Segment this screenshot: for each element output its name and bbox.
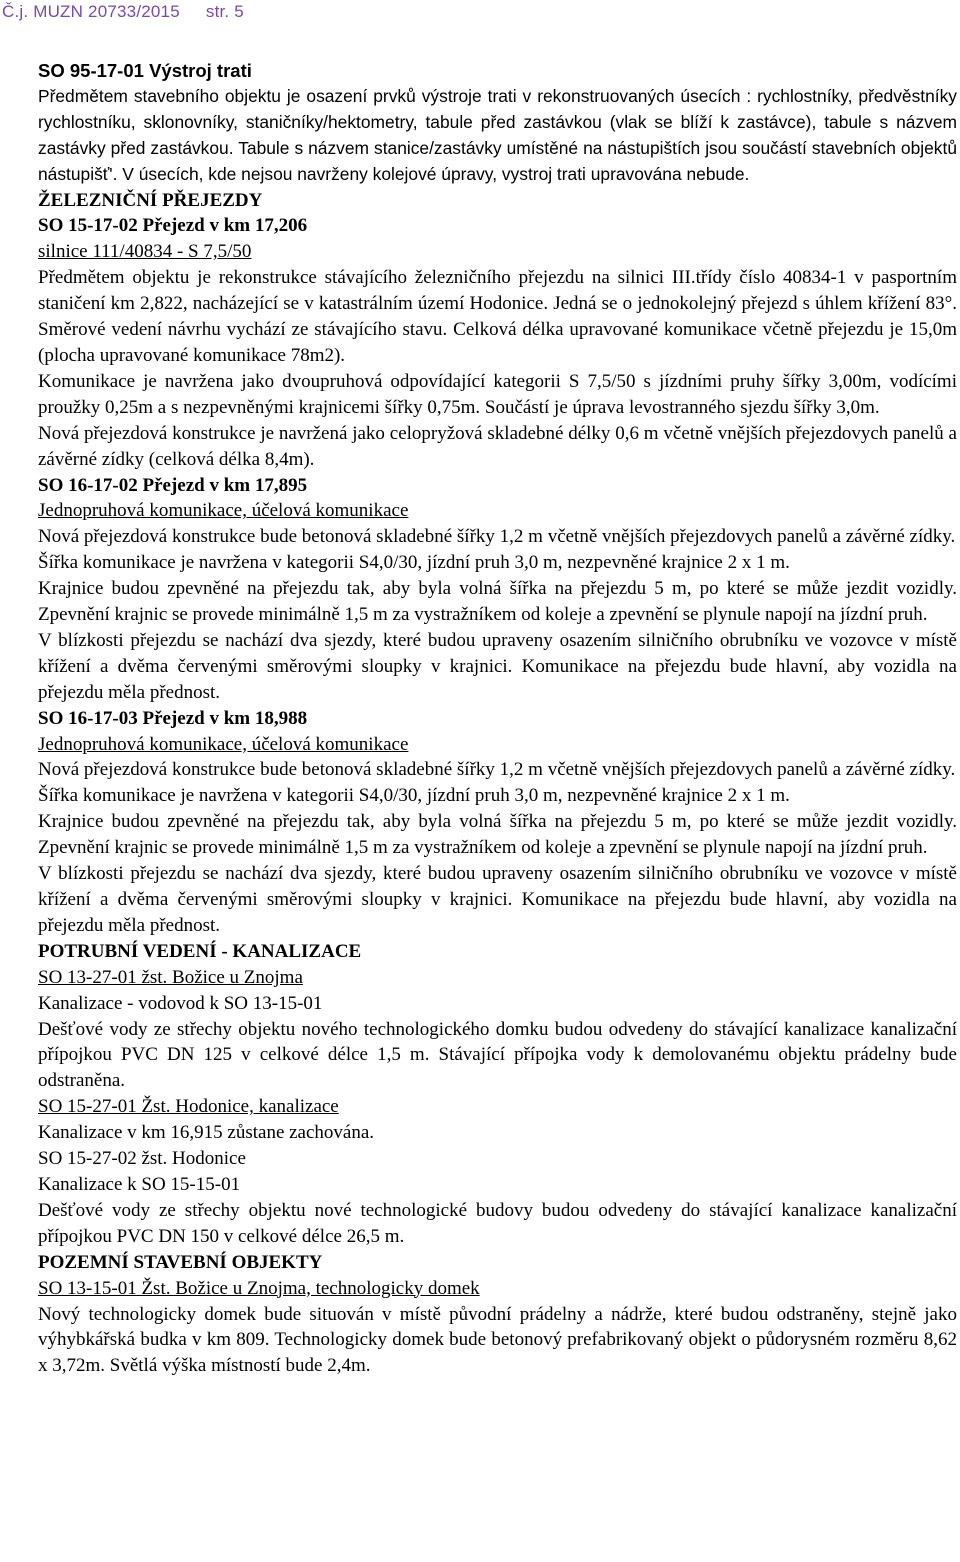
- subsection-title: SO 15-27-01 Žst. Hodonice, kanalizace: [38, 1096, 339, 1118]
- paragraph: Nová přejezdová konstrukce bude betonová skladebné šířky 1,2 m včetně vnějších přejezdovych panelů a závěrné zídky.: [38, 526, 956, 548]
- paragraph: Krajnice budou zpevněné na přejezdu tak, aby byla volná šířka na přejezdu 5 m, po které se může jezdit vozidly. Zpevnění krajnic se provede minimálně 1,5 m za vystražníkem od koleje a zpevnění se plynule napojí na jízdní pruh.: [38, 811, 957, 859]
- paragraph: V blízkosti přejezdu se nachází dva sjezdy, které budou upraveny osazením silničního obrubníku ve vozovce v místě křížení a dvěma červenými směrovými sloupky v krajnici. Komunikace na přejezdu bude hlavní, aby vozidla na přejezdu měla přednost.: [38, 629, 957, 703]
- paragraph: Dešťové vody ze střechy objektu nového technologického domku budou odvedeny do stávající kanalizace kanalizační přípojkou PVC DN 125 v celkové délce 1,5 m. Stávající přípojka vody k demolovanému objektu prádelny bude odstraněna.: [38, 1018, 957, 1092]
- subsection-title: SO 15-17-02 Přejezd v km 17,206: [38, 215, 308, 237]
- paragraph: Nový technologicky domek bude situován v místě původní prádelny a nádrže, které budou odstraněny, stejně jako výhybkářská budka v km 809. Technologicky domek bude betonový prefabrikovaný objekt o půdorysném rozměru 8,62 x 3,72m. Světlá výška místností bude 2,4m.: [38, 1303, 957, 1377]
- paragraph: Předmětem objektu je rekonstrukce stávajícího železničního přejezdu na silnici III.třídy číslo 40834-1 v pasportním staničení km 2,822, nacházející se v katastrálním území Hodonice. Jedná se o jednokolejný přejezd s úhlem křížení 83°. Směrové vedení návrhu vychází ze stávajícího stavu. Celková délka upravované komunikace včetně přejezdu je 15,0m (plocha upravované komunikace 78m2).: [38, 267, 957, 366]
- paragraph: Dešťové vody ze střechy objektu nové technologické budovy budou odvedeny do stávající kanalizace kanalizační přípojkou PVC DN 150 v celkové délce 26,5 m.: [38, 1199, 957, 1247]
- paragraph: V blízkosti přejezdu se nachází dva sjezdy, které budou upraveny osazením silničního obrubníku ve vozovce v místě křížení a dvěma červenými směrovými sloupky v krajnici. Komunikace na přejezdu bude hlavní, aby vozidla na přejezdu měla přednost.: [38, 863, 957, 936]
- subsection-line: Kanalizace v km 16,915 zůstane zachována.: [38, 1122, 375, 1144]
- subsection-line: Kanalizace - vodovod k SO 13-15-01: [38, 992, 323, 1014]
- document-reference: Č.j. MUZN 20733/2015: [2, 2, 180, 21]
- subsection-line: Kanalizace k SO 15-15-01: [38, 1173, 241, 1195]
- subsection-title: SO 13-27-01 žst. Božice u Znojma: [38, 966, 303, 988]
- document-body: [38, 58, 957, 1379]
- subsection-title: SO 13-15-01 Žst. Božice u Znojma, technologicky domek: [38, 1277, 480, 1299]
- section-heading-prejezdy: ŽELEZNIČNÍ PŘEJEZDY: [38, 189, 263, 211]
- subsection-subtitle: Jednopruhová komunikace, účelová komunikace: [38, 733, 409, 755]
- subsection-subtitle: Jednopruhová komunikace, účelová komunikace: [38, 500, 409, 522]
- paragraph: Šířka komunikace je navržena v kategorii S4,0/30, jízdní pruh 3,0 m, nezpevněné krajnice 2 x 1 m.: [38, 785, 790, 807]
- section-heading-kanalizace: POTRUBNÍ VEDENÍ - KANALIZACE: [38, 940, 362, 962]
- page-header: [2, 2, 244, 22]
- paragraph: Nová přejezdová konstrukce bude betonová skladebné šířky 1,2 m včetně vnějších přejezdovych panelů a závěrné zídky.: [38, 759, 956, 781]
- page-number: str. 5: [205, 2, 244, 21]
- section-heading-pozemni: POZEMNÍ STAVEBNÍ OBJEKTY: [38, 1251, 323, 1273]
- subsection-title: SO 15-27-02 žst. Hodonice: [38, 1148, 246, 1170]
- section-title-vystroj: SO 95-17-01 Výstroj trati: [38, 60, 252, 81]
- paragraph: Komunikace je navržena jako dvoupruhová odpovídající kategorii S 7,5/50 s jízdními pruhy šířky 3,00m, vodícími proužky 0,25m a s nezpevněnými krajnicemi šířky 0,75m. Součástí je úprava levostranného sjezdu šířky 3,0m.: [38, 370, 957, 418]
- paragraph: Krajnice budou zpevněné na přejezdu tak, aby byla volná šířka na přejezdu 5 m, po které se může jezdit vozidly. Zpevnění krajnic se provede minimálně 1,5 m za vystražníkem od koleje a zpevnění se plynule napojí na jízdní pruh.: [38, 578, 957, 626]
- subsection-title: SO 16-17-02 Přejezd v km 17,895: [38, 474, 308, 496]
- subsection-subtitle: silnice 111/40834 - S 7,5/50: [38, 241, 252, 263]
- paragraph: Předmětem stavebního objektu je osazení prvků výstroje trati v rekonstruovaných úsecích : rychlostníky, předvěstníky rychlostníku, sklonovníky, staničníky/hektometry, tabule před zastávkou (vlak se blíží k zastávce), tabule s názvem zastávky před zastávkou. Tabule s názvem stanice/zastávky umístěné na nástupištích jsou součástí stavebních objektů nástupišť'. V úsecích, kde nejsou navrženy kolejové úpravy, vystroj trati upravována nebude.: [38, 85, 957, 184]
- subsection-title: SO 16-17-03 Přejezd v km 18,988: [38, 707, 308, 729]
- paragraph: Nová přejezdová konstrukce je navržená jako celopryžová skladebné délky 0,6 m včetně vnějších přejezdovych panelů a závěrné zídky (celková délka 8,4m).: [38, 422, 957, 470]
- paragraph: Šířka komunikace je navržena v kategorii S4,0/30, jízdní pruh 3,0 m, nezpevněné krajnice 2 x 1 m.: [38, 552, 790, 574]
